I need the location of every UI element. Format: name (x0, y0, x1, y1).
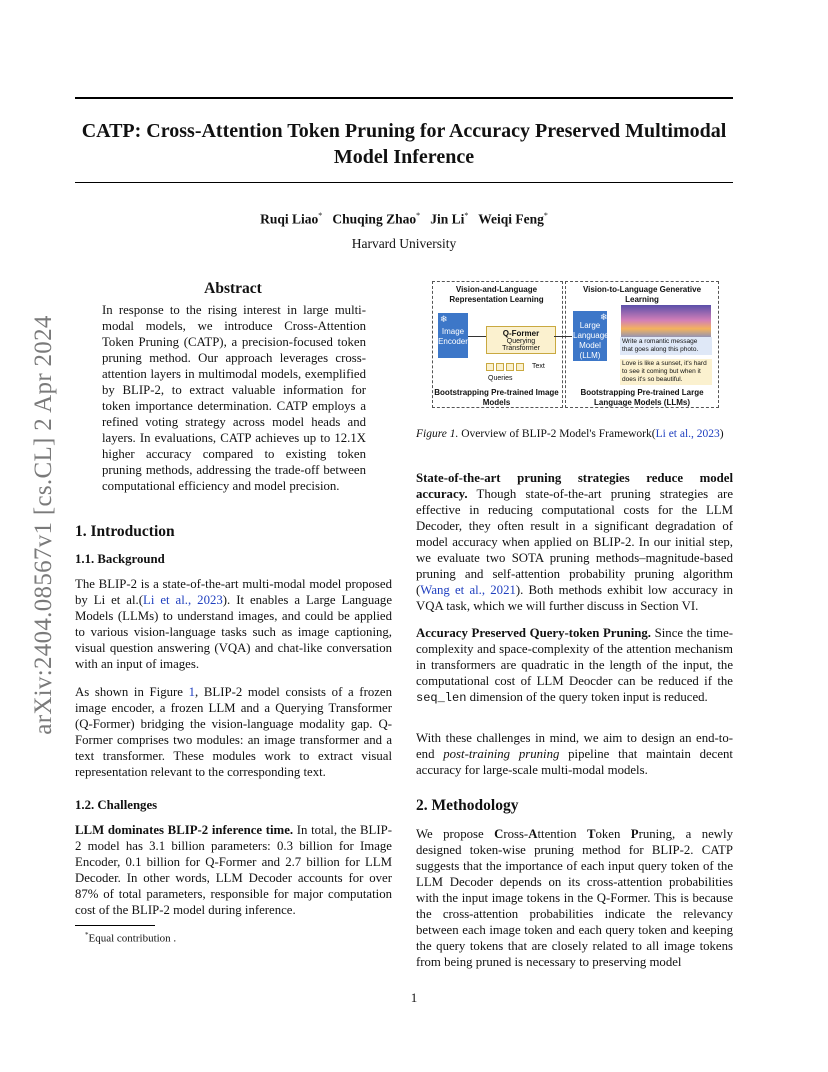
response-text: Love is like a sunset, it's hard to see it coming but when it does it's so beautiful. (620, 359, 712, 385)
author-list: Ruqi Liao* Chuqing Zhao* Jin Li* Weiqi Feng* (260, 211, 548, 227)
subsection-heading-challenges: 1.2. Challenges (75, 798, 158, 812)
author-name: Chuqing Zhao (332, 211, 417, 227)
page-number: 1 (410, 990, 418, 1005)
llm-block: Large Language Model (LLM) (573, 311, 607, 361)
footnote: *Equal contribution . (85, 931, 177, 945)
figure-blip2-framework (432, 281, 719, 408)
image-encoder-block: Image Encoder (438, 313, 468, 358)
pipeline-paragraph: With these challenges in mind, we aim to design an end-to-end post-training pruning pipeline that maintain decent accuracy for large-scale multi-modal models. (416, 731, 733, 777)
pruning-strategies-paragraph: State-of-the-art pruning strategies reduce model accuracy. Though state-of-the-art pruning strategies are effective in reducing computational costs for the LLM Decoder, they often result in a significant degradation of model accuracy when applied on BLIP-2. In our initial step, we evaluate two SOTA pruning methods–magnitude-based pruning and self-attention probability pruning algorithm (Wang et al., 2021). Both methods exhibit low accuracy in VQA task, which we will further discuss in Section VI. (416, 471, 733, 613)
subsection-heading-background: 1.1. Background (75, 552, 165, 566)
figure-left-header: Vision-and-Language Representation Learning (449, 285, 544, 304)
queries-label: Queries (488, 375, 513, 382)
qformer-block: Q-Former Querying Transformer (486, 326, 556, 354)
query-tokens-icon (486, 363, 524, 373)
snowflake-icon: ❄ (440, 314, 448, 324)
arrow-encoder-to-qformer (468, 336, 486, 337)
code-seq-len: seq_len (416, 691, 467, 705)
figure-ref-link[interactable]: 1 (188, 685, 195, 699)
footnote-rule (75, 925, 155, 926)
section-heading-introduction: 1. Introduction (75, 523, 175, 540)
title-top-rule (75, 97, 733, 99)
figure-right-header: Vision-to-Language Generative Learning (582, 285, 702, 304)
intro-paragraph-2: As shown in Figure 1, BLIP-2 model consists of a frozen image encoder, a frozen LLM and a Querying Transformer (Q-Former) bridging the vision-language modality gap. Q-Former comprises two modules: an image transformer and a text transformer. These modules work to extract visual representation relevant to the corresponding text. (75, 685, 392, 779)
author-name: Weiqi Feng (478, 211, 544, 227)
prompt-text: Write a romantic message that goes along this photo. (620, 337, 712, 355)
title-bottom-rule (75, 182, 733, 183)
intro-paragraph-1: The BLIP-2 is a state-of-the-art multi-modal model proposed by Li et al.(Li et al., 2023). It enables a Large Language Models (LLMs) to understand images, and could be applied to various vision-language tasks such as image captioning, visual question answering (VQA) and chat-like conversation with an input of images. (75, 577, 392, 671)
abstract-text: In response to the rising interest in large multi-modal models, we introduce Cross-Attention Token Pruning (CATP), a precision-focused token pruning method. Our approach leverages cross-attention layers in multimodal models, exemplified by BLIP-2, to extract valuable information for token importance determination. CATP employs a refined voting strategy across model heads and layers. In evaluations, CATP achieves up to 12.1X higher accuracy compared to existing token pruning methods, addressing the trade-off between computational efficiency and model precision. (102, 303, 366, 493)
query-token-pruning-paragraph: Accuracy Preserved Query-token Pruning. Since the time-complexity and space-complexity of the attention mechanism in transformers are quadratic in the length of the input, the computational cost of LLM Deocder can be reduced if the seq_len dimension of the query token input is reduced. (416, 626, 734, 705)
citation-link[interactable]: Wang et al., 2021 (420, 583, 516, 597)
challenges-paragraph: LLM dominates BLIP-2 inference time. In total, the BLIP-2 model has 3.1 billion parameters: 0.3 billion for Image Encoder, 0.1 billion for Q-Former and 2.7 billion for LLM Decoder. In other words, LLM Decoder accounts for over 87% of total parameters, responsible for major computation cost of the BLIP-2 model during inference. (75, 823, 392, 917)
affiliation: Harvard University (351, 236, 457, 251)
figure-caption: Figure 1. Overview of BLIP-2 Model's Framework(Li et al., 2023) (416, 428, 724, 440)
author-name: Ruqi Liao (260, 211, 319, 227)
citation-link[interactable]: Li et al., 2023 (143, 593, 223, 607)
sunset-image (621, 305, 711, 339)
arxiv-identifier: arXiv:2404.08567v1 [cs.CL] 2 Apr 2024 (30, 315, 57, 735)
author-name: Jin Li (430, 211, 465, 227)
section-heading-methodology: 2. Methodology (416, 797, 519, 814)
figure-right-footer: Bootstrapping Pre-trained Large Language Models (LLMs) (580, 388, 704, 407)
figure-left-footer: Bootstrapping Pre-trained Image Models (434, 388, 559, 407)
citation-link[interactable]: Li et al., 2023 (655, 428, 720, 440)
methodology-paragraph: We propose Cross-Attention Token Pruning, a newly designed token-wise pruning method for BLIP-2. CATP suggests that the importance of each input query token of the LLM Decoder depends on its cross-attention probabilities with the input image tokens in the Q-Former. This is because the cross-attention probabilities indicate the relevancy between each image token and each query token and keeping the query tokens that are closely related to all image tokens from being pruned is necessary to preserving model (416, 827, 733, 969)
snowflake-icon: ❄ (600, 312, 608, 322)
arrow-qformer-to-llm (554, 336, 572, 337)
text-input-label: Text (532, 363, 545, 370)
abstract-heading: Abstract (204, 280, 262, 297)
paper-title: CATP: Cross-Attention Token Pruning for Accuracy Preserved Multimodal Model Inference (81, 120, 727, 168)
